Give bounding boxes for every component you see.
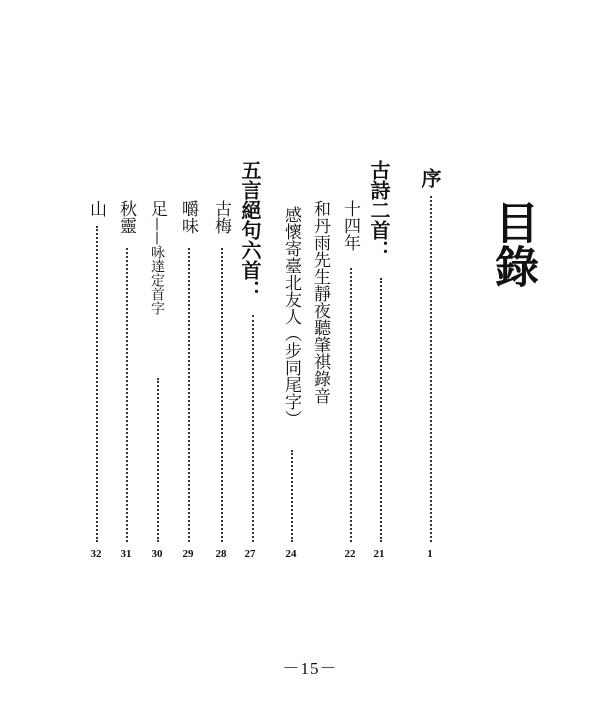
toc-entry-qiuling	[114, 200, 138, 234]
dot-leader	[126, 248, 130, 542]
dot-leader	[188, 248, 192, 542]
toc-entry-label: 十四年	[340, 200, 360, 251]
toc-entry-herdan	[308, 200, 332, 404]
toc-page-number: 1	[427, 548, 433, 560]
dot-leader	[221, 248, 225, 542]
folio-page-number: －15－	[282, 659, 338, 678]
toc-entry-label: 和丹雨先生靜夜聽肇祺錄音	[310, 200, 330, 404]
toc-entry-gumei	[209, 200, 233, 234]
toc-entry-note: ——咏達定首字	[149, 217, 165, 315]
toc-page-number: 27	[244, 548, 256, 560]
toc-entry-label: 秋靈	[116, 200, 136, 234]
dot-leader	[96, 226, 100, 542]
toc-entry-shan	[84, 200, 108, 217]
toc-entry-label: 序	[418, 168, 442, 188]
toc-page-number: 24	[285, 548, 297, 560]
toc-page-number: 28	[215, 548, 227, 560]
toc-page-number: 31	[120, 548, 132, 560]
toc-page-number: 22	[344, 548, 356, 560]
toc-entry-ganhuai	[279, 206, 303, 427]
toc-entry-xu	[418, 168, 442, 188]
toc-entry-wuyan	[238, 160, 262, 300]
toc-entry-label: 山	[86, 200, 106, 217]
toc-entry-weiwei	[176, 200, 200, 234]
page-title: 目錄	[487, 200, 538, 288]
dot-leader	[380, 278, 384, 542]
dot-leader	[252, 315, 256, 542]
dot-leader	[157, 378, 161, 542]
toc-page-number: 32	[90, 548, 102, 560]
toc-page-number: 29	[182, 548, 194, 560]
toc-entry-label: 古梅	[211, 200, 231, 234]
dot-leader	[350, 268, 354, 542]
toc-entry-zu	[145, 200, 169, 315]
toc-entry-gushi	[367, 160, 391, 260]
toc-page-number: 21	[373, 548, 385, 560]
toc-entry-label: 足	[147, 200, 167, 217]
toc-page-number: 30	[151, 548, 163, 560]
toc-entry-label: 五言絕句六首：	[238, 160, 262, 300]
dot-leader	[430, 196, 434, 542]
toc-entry-label: 嚼味	[178, 200, 198, 234]
toc-entry-shisinian	[338, 200, 362, 251]
toc-entry-label: 古詩二首：	[367, 160, 391, 260]
toc-entry-label: 感懷寄臺北友人（步同尾字）	[281, 206, 301, 427]
dot-leader	[291, 450, 295, 542]
